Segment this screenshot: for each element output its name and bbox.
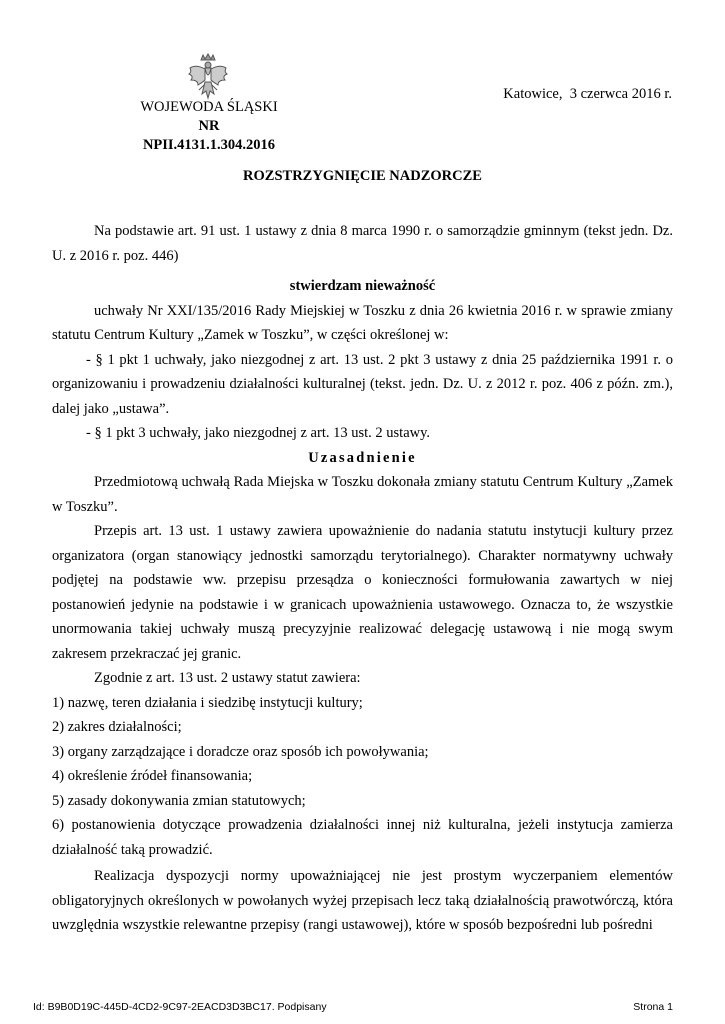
document-body xyxy=(52,219,673,938)
decision-point-1: - § 1 pkt 1 uchwały, jako niezgodnej z art. 13 ust. 2 pkt 3 ustawy z dnia 25 października 1991 r. o organizowaniu i prowadzeniu działalności kulturalnej (tekst. jedn. Dz. U. z 2012 r. poz. 406 z późn. zm.), dalej jako „ustawa”. xyxy=(52,351,673,417)
justification-paragraph-3: Zgodnie z art. 13 ust. 2 ustawy statut zawiera: xyxy=(94,670,361,686)
issuer-name: WOJEWODA ŚLĄSKI xyxy=(140,99,278,115)
document-number: NR NPII.4131.1.304.2016 xyxy=(142,118,276,153)
decision-heading: stwierdzam nieważność xyxy=(289,278,436,294)
intro-paragraph: Na podstawie art. 91 ust. 1 ustawy z dnia 8 marca 1990 r. o samorządzie gminnym (tekst jedn. Dz. U. z 2016 r. poz. 446) xyxy=(52,223,673,264)
decision-point-2: - § 1 pkt 3 uchwały, jako niezgodnej z art. 13 ust. 2 ustawy. xyxy=(86,425,431,441)
list-item: 4) określenie źródeł finansowania; xyxy=(52,768,253,784)
list-item: 2) zakres działalności; xyxy=(52,719,182,735)
document-date: Katowice, 3 czerwca 2016 r. xyxy=(503,86,672,102)
polish-eagle-emblem-icon xyxy=(186,52,230,102)
justification-heading: Uzasadnienie xyxy=(308,449,417,466)
list-item: 3) organy zarządzające i doradcze oraz sposób ich powoływania; xyxy=(52,743,429,760)
justification-paragraph-2: Przepis art. 13 ust. 1 ustawy zawiera upoważnienie do nadania statutu instytucji kultury przez organizatora (organ stanowiący jednostki samorządu terytorialnego). Charakter normatywny uchwały podjętej na podstawie ww. przepisu przesądza o konieczności formułowania zawartych w niej postanowień jedynie na podstawie i w granicach upoważnienia ustawowego. Oznacza to, że wszystkie unormowania takiej uchwały muszą precyzyjnie realizować delegację ustawową i nie mogą swym zakresem przekraczać jej granic. xyxy=(52,523,673,662)
justification-paragraph-4: Realizacja dyspozycji normy upoważniającej nie jest prostym wyczerpaniem elementów obligatoryjnych określonych w powołanych wyżej przepisach lecz taką działalnością prawotwórczą, która uwzględnia wszystkie relewantne przepisy (rangi ustawowej), które w sposób bezpośredni lub pośredni xyxy=(52,868,673,933)
list-item: 1) nazwę, teren działania i siedzibę instytucji kultury; xyxy=(52,694,363,711)
decision-paragraph: uchwały Nr XXI/135/2016 Rady Miejskiej w Toszku z dnia 26 kwietnia 2016 r. w sprawie zmiany statutu Centrum Kultury „Zamek w Toszku”, w części określonej w: xyxy=(52,302,673,343)
document-header xyxy=(131,98,287,155)
page-number: Strona 1 xyxy=(633,1001,673,1013)
justification-paragraph-1: Przedmiotową uchwałą Rada Miejska w Toszku dokonała zmiany statutu Centrum Kultury „Zamek w Toszku”. xyxy=(52,474,673,515)
document-title: ROZSTRZYGNIĘCIE NADZORCZE xyxy=(243,168,482,184)
list-item: 6) postanowienia dotyczące prowadzenia działalności innej niż kulturalna, jeżeli instytucja zamierza działalność taką prowadzić. xyxy=(52,817,673,858)
list-item: 5) zasady dokonywania zmian statutowych; xyxy=(52,792,306,809)
document-id: Id: B9B0D19C-445D-4CD2-9C97-2EACD3D3BC17. Podpisany xyxy=(33,1001,327,1013)
